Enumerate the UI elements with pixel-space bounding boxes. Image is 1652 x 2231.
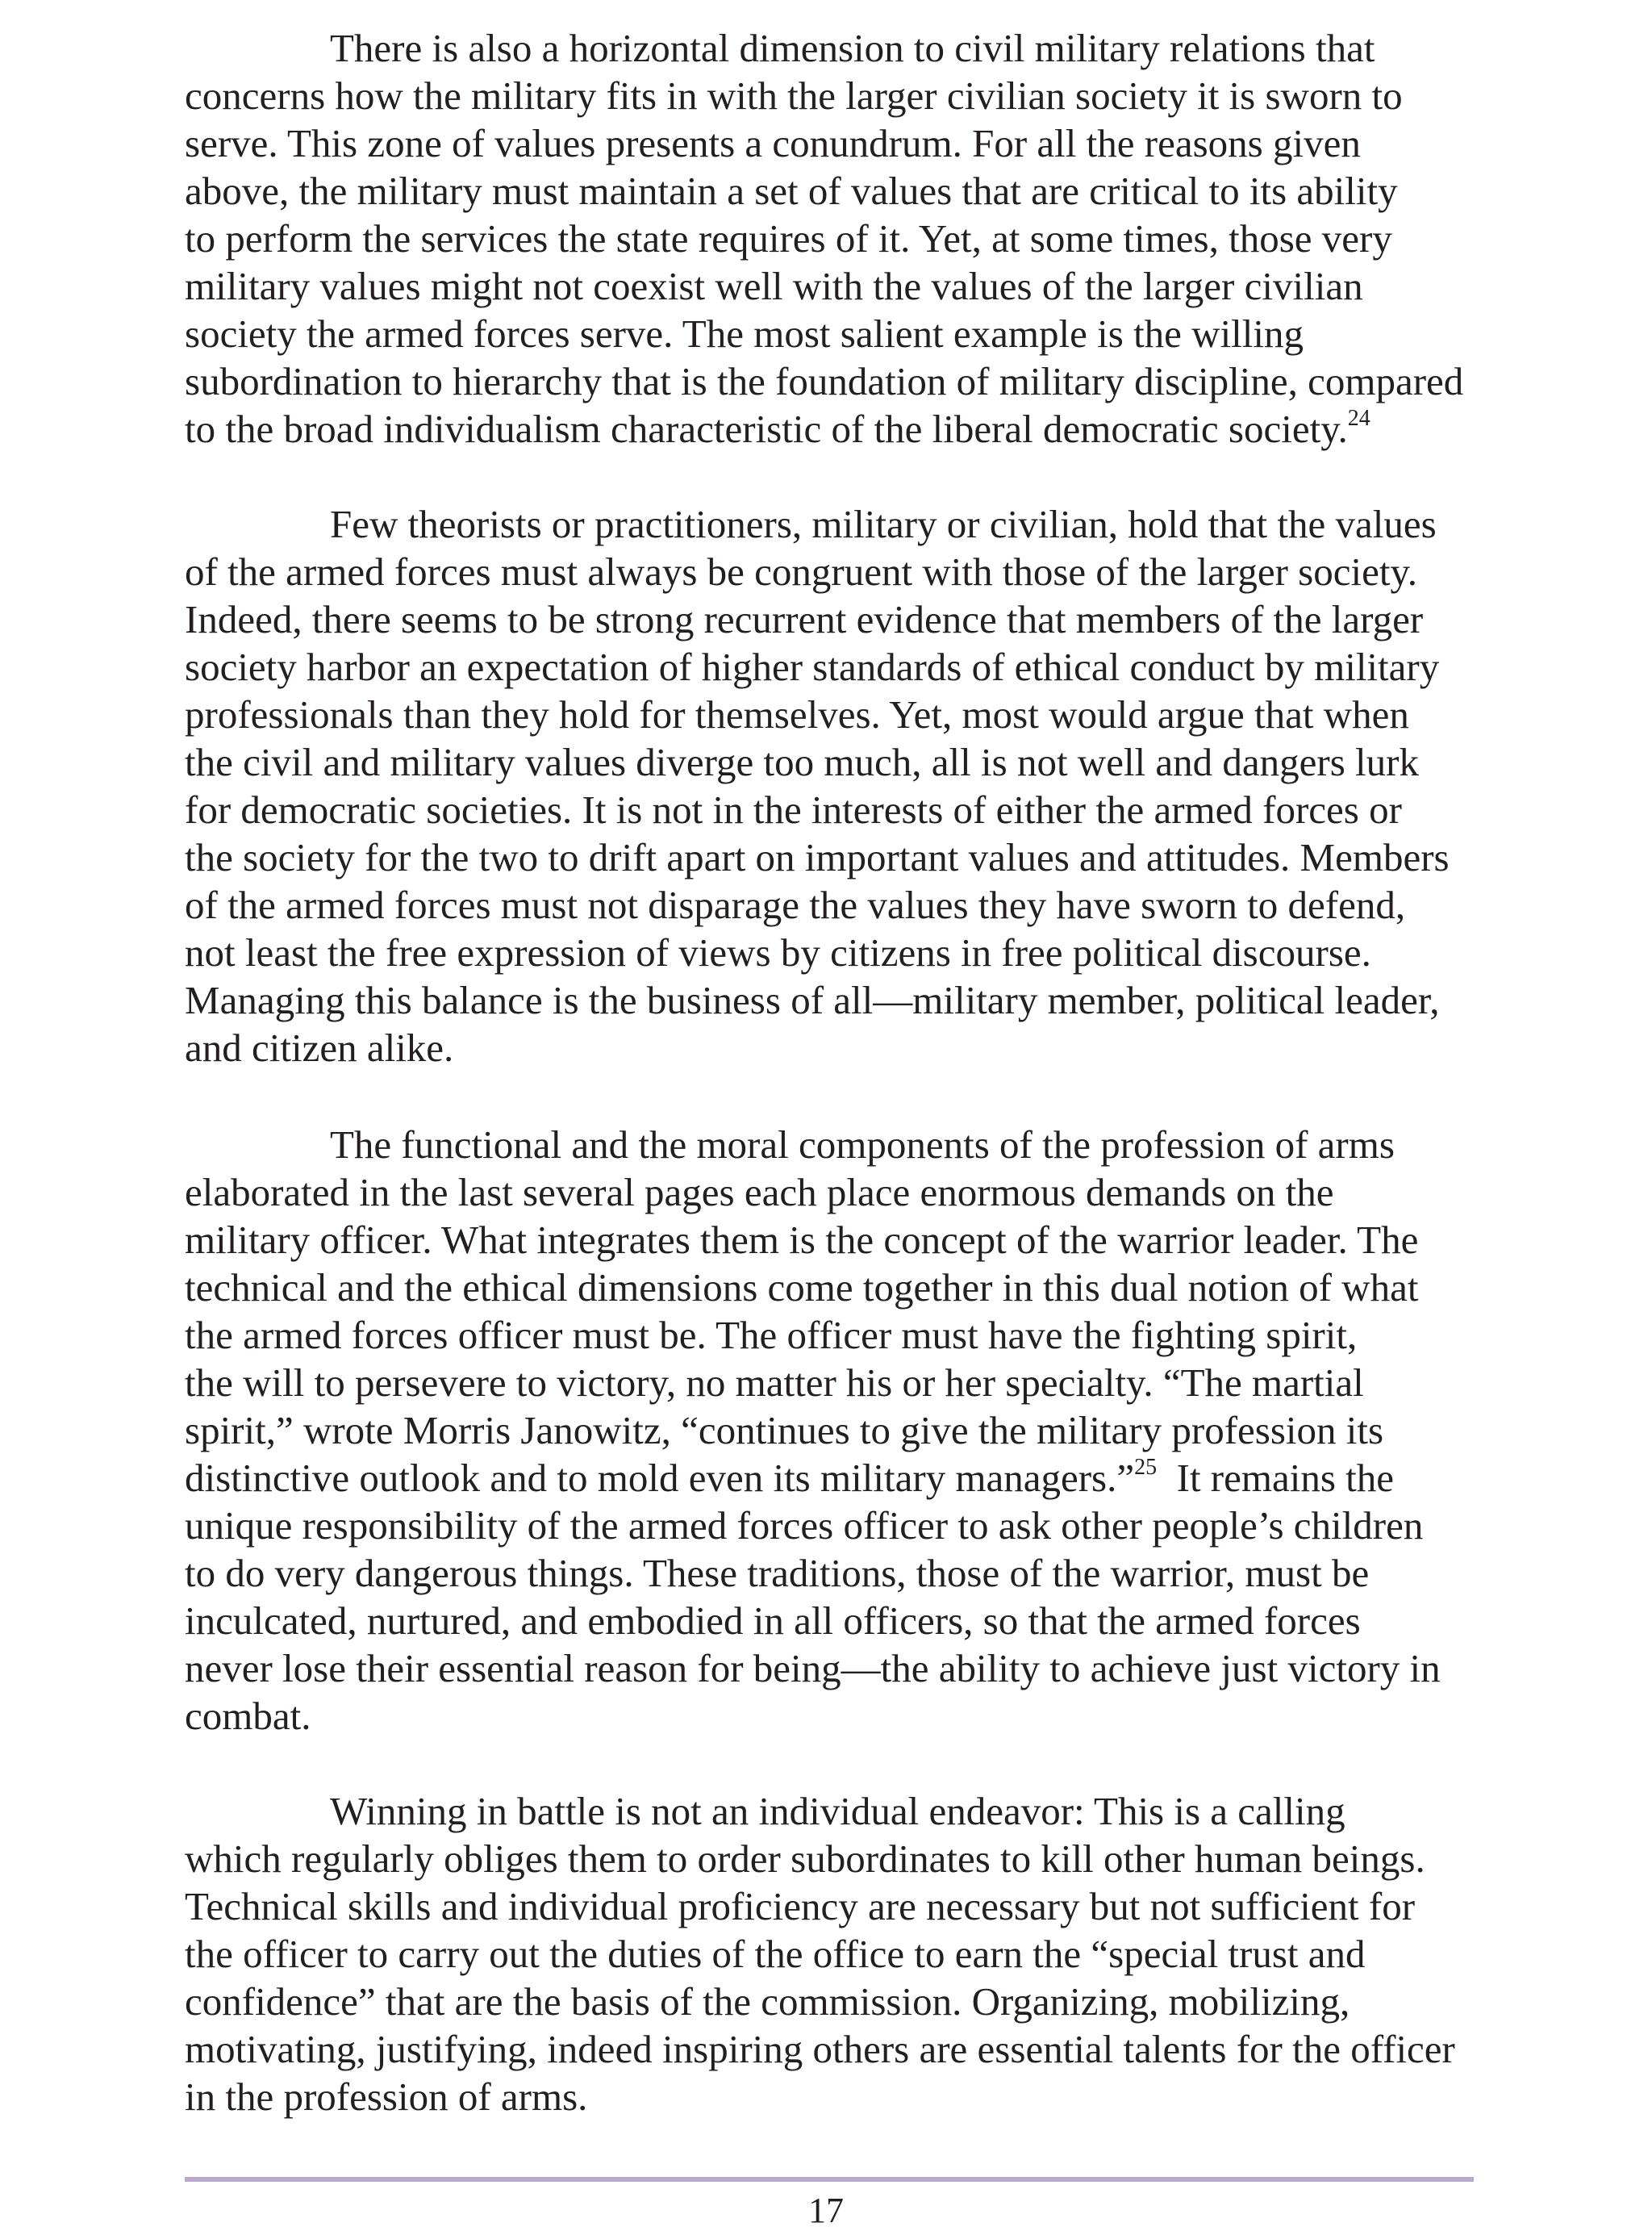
text-line: confidence” that are the basis of the commission. Organizing, mobilizing, — [185, 1979, 1350, 2024]
text-line: inculcated, nurtured, and embodied in all officers, so that the armed forces — [185, 1598, 1361, 1643]
text-line: the civil and military values diverge too much, all is not well and dangers lurk — [185, 740, 1419, 784]
line-text: to the broad individualism characteristic of the liberal democratic society. — [185, 407, 1348, 451]
text-line: the will to persevere to victory, no matter his or her specialty. “The martial — [185, 1360, 1364, 1405]
text-line: society the armed forces serve. The most salient example is the willing — [185, 311, 1304, 356]
text-line: unique responsibility of the armed forces officer to ask other people’s children — [185, 1503, 1424, 1548]
paragraph-warrior-leader — [185, 1121, 1441, 1740]
text-line: to do very dangerous things. These traditions, those of the warrior, must be — [185, 1551, 1370, 1595]
text-line: Few theorists or practitioners, military or civilian, hold that the values — [330, 502, 1437, 546]
text-line: spirit,” wrote Morris Janowitz, “continues to give the military profession its — [185, 1408, 1384, 1452]
text-line: in the profession of arms. — [185, 2074, 588, 2119]
text-line: elaborated in the last several pages each place enormous demands on the — [185, 1170, 1334, 1214]
text-line: above, the military must maintain a set of values that are critical to its ability — [185, 169, 1398, 213]
paragraph-winning-in-battle — [185, 1787, 1455, 2120]
text-line: the armed forces officer must be. The officer must have the fighting spirit, — [185, 1313, 1358, 1357]
text-line: not least the free expression of views by citizens in free political discourse. — [185, 930, 1371, 975]
footer-divider — [185, 2177, 1474, 2182]
text-line: subordination to hierarchy that is the foundation of military discipline, compared — [185, 359, 1464, 403]
text-line — [185, 1454, 1441, 1502]
text-line: combat. — [185, 1694, 311, 1738]
text-line: The functional and the moral components of the profession of arms — [330, 1122, 1395, 1167]
text-line: military officer. What integrates them is the concept of the warrior leader. The — [185, 1218, 1419, 1262]
text-line: the society for the two to drift apart on important values and attitudes. Members — [185, 835, 1450, 879]
text-line: society harbor an expectation of higher standards of ethical conduct by military — [185, 645, 1440, 689]
text-line: Indeed, there seems to be strong recurrent evidence that members of the larger — [185, 597, 1424, 641]
text-line: motivating, justifying, indeed inspiring others are essential talents for the officer — [185, 2027, 1455, 2071]
text-line: which regularly obliges them to order subordinates to kill other human beings. — [185, 1836, 1425, 1881]
text-line: never lose their essential reason for being—the ability to achieve just victory in — [185, 1646, 1441, 1690]
text-line: to perform the services the state requires of it. Yet, at some times, those very — [185, 216, 1392, 261]
text-line: concerns how the military fits in with the larger civilian society it is sworn to — [185, 73, 1403, 118]
paragraph-horizontal-dimension — [185, 24, 1463, 453]
footnote-marker[interactable]: 25 — [1134, 1455, 1158, 1480]
text-line: professionals than they hold for themselves. Yet, most would argue that when — [185, 692, 1409, 737]
text-line: of the armed forces must not disparage the values they have sworn to defend, — [185, 883, 1406, 927]
text-line: the officer to carry out the duties of the office to earn the “special trust and — [185, 1932, 1366, 1976]
text-line: and citizen alike. — [185, 1026, 454, 1070]
text-line: There is also a horizontal dimension to civil military relations that — [330, 26, 1375, 70]
footnote-marker[interactable]: 24 — [1347, 406, 1370, 431]
text-line: serve. This zone of values presents a conundrum. For all the reasons given — [185, 121, 1361, 165]
line-text: distinctive outlook and to mold even its military managers.” — [185, 1456, 1135, 1500]
text-line — [185, 405, 1463, 453]
text-line: for democratic societies. It is not in the interests of either the armed forces or — [185, 788, 1402, 832]
line-text-tail: It remains the — [1157, 1456, 1395, 1500]
text-line: technical and the ethical dimensions come together in this dual notion of what — [185, 1265, 1419, 1310]
text-line: Managing this balance is the business of all—military member, political leader, — [185, 978, 1440, 1022]
page-number: 17 — [808, 2191, 844, 2230]
text-line: Winning in battle is not an individual endeavor: This is a calling — [330, 1789, 1345, 1833]
text-line: Technical skills and individual proficiency are necessary but not sufficient for — [185, 1884, 1416, 1928]
paragraph-values-congruence — [185, 500, 1450, 1072]
text-line: of the armed forces must always be congruent with those of the larger society. — [185, 549, 1418, 594]
text-line: military values might not coexist well with the values of the larger civilian — [185, 264, 1363, 308]
